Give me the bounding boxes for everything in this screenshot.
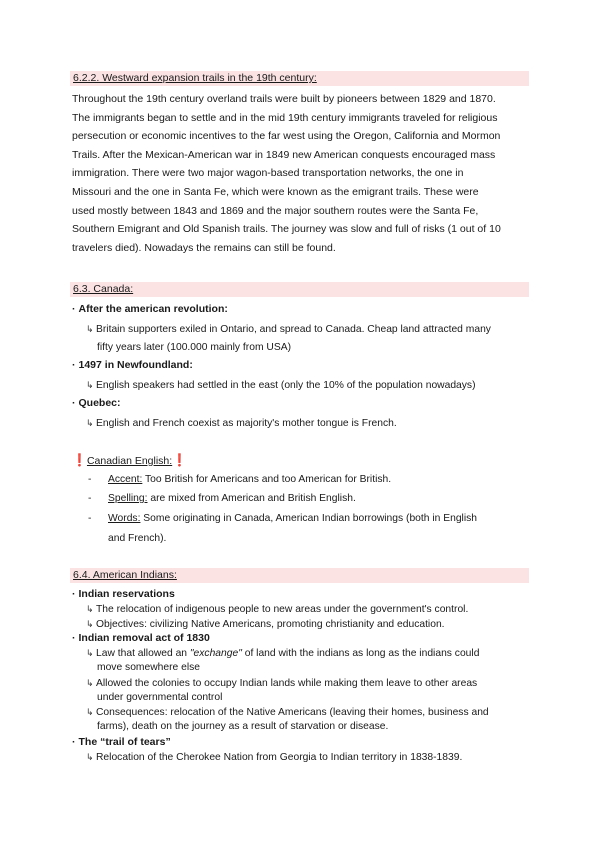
sub-item: ↳ Relocation of the Cherokee Nation from Georgia to Indian territory in 1838-1839. <box>86 752 463 763</box>
westward-paragraph <box>72 90 534 257</box>
arrow-icon: ↳ <box>86 707 94 717</box>
sub-item: ↳ English speakers had settled in the east (only the 10% of the population nowadays) <box>86 377 530 394</box>
canadian-english-heading: ❗Canadian English:❗ <box>72 453 188 467</box>
arrow-icon: ↳ <box>86 418 94 428</box>
paragraph-line: immigration. There were two major wagon-based transportation networks, the one in <box>72 167 464 180</box>
list-item-accent: - Accent: Too British for Americans and too American for British. <box>88 474 392 485</box>
sub-item: ↳ English and French coexist as majority's mother tongue is French. <box>86 415 530 432</box>
paragraph-line: travelers died). Nowadays the remains can still be found. <box>72 241 336 254</box>
arrow-icon: ↳ <box>86 752 94 762</box>
sub-item: ↳ Britain supporters exiled in Ontario, and spread to Canada. Cheap land attracted many fifty years later (100.000 mainly from USA) <box>86 320 530 357</box>
list-item-spelling: - Spelling: are mixed from American and British English. <box>88 493 356 504</box>
sub-item: ↳ The relocation of indigenous people to new areas under the government's control. <box>86 604 469 615</box>
section-heading-canada: 6.3. Canada: <box>70 282 529 297</box>
bullet-newfoundland: · 1497 in Newfoundland: <box>72 359 193 371</box>
arrow-icon: ↳ <box>86 648 94 658</box>
sub-item: ↳ Consequences: relocation of the Native Americans (leaving their homes, business and farms), death on the journey as a result of starvation or disease. <box>86 707 489 733</box>
bullet-indian-removal-act: · Indian removal act of 1830 <box>72 632 210 644</box>
sub-item: ↳ Objectives: civilizing Native Americans, promoting christianity and education. <box>86 619 445 630</box>
exclamation-icon: ❗ <box>172 453 188 467</box>
paragraph-line: Throughout the 19th century overland trails were built by pioneers between 1829 and 1870. <box>72 93 496 105</box>
arrow-icon: ↳ <box>86 380 94 390</box>
bullet-quebec: · Quebec: <box>72 397 121 409</box>
paragraph-line: Trails. After the Mexican-American war in 1849 new American conquests encouraged mass <box>72 148 496 161</box>
bullet-american-revolution: · After the american revolution: <box>72 303 228 315</box>
arrow-icon: ↳ <box>86 324 94 334</box>
paragraph-line: Southern Emigrant and Old Spanish trails. The journey was slow and full of risks (1 out of 10 <box>72 223 501 236</box>
section-heading-westward: 6.2.2. Westward expansion trails in the 19th century: <box>70 71 529 86</box>
paragraph-line: used mostly between 1843 and 1869 and the major southern routes were the Santa Fe, <box>72 204 479 217</box>
bullet-trail-of-tears: · The “trail of tears” <box>72 736 171 748</box>
bullet-indian-reservations: · Indian reservations <box>72 588 175 600</box>
exclamation-icon: ❗ <box>72 453 87 467</box>
paragraph-line: The immigrants began to settle and in the mid 19th century immigrants traveled for religious <box>72 111 498 124</box>
arrow-icon: ↳ <box>86 678 94 688</box>
arrow-icon: ↳ <box>86 619 94 629</box>
paragraph-line: persecution or economic incentives to the far west using the Oregon, California and Mormon <box>72 130 501 143</box>
list-item-words: - Words: Some originating in Canada, American Indian borrowings (both in English and French). <box>88 513 477 544</box>
section-heading-indians: 6.4. American Indians: <box>70 568 529 583</box>
sub-item: ↳ Law that allowed an "exchange" of land with the indians as long as the indians could move somewhere else <box>86 648 480 674</box>
paragraph-line: Missouri and the one in Santa Fe, which were known as the emigrant trails. These were <box>72 185 479 198</box>
sub-item: ↳ Allowed the colonies to occupy Indian lands while making them leave to other areas under governmental control <box>86 678 478 704</box>
arrow-icon: ↳ <box>86 604 94 614</box>
